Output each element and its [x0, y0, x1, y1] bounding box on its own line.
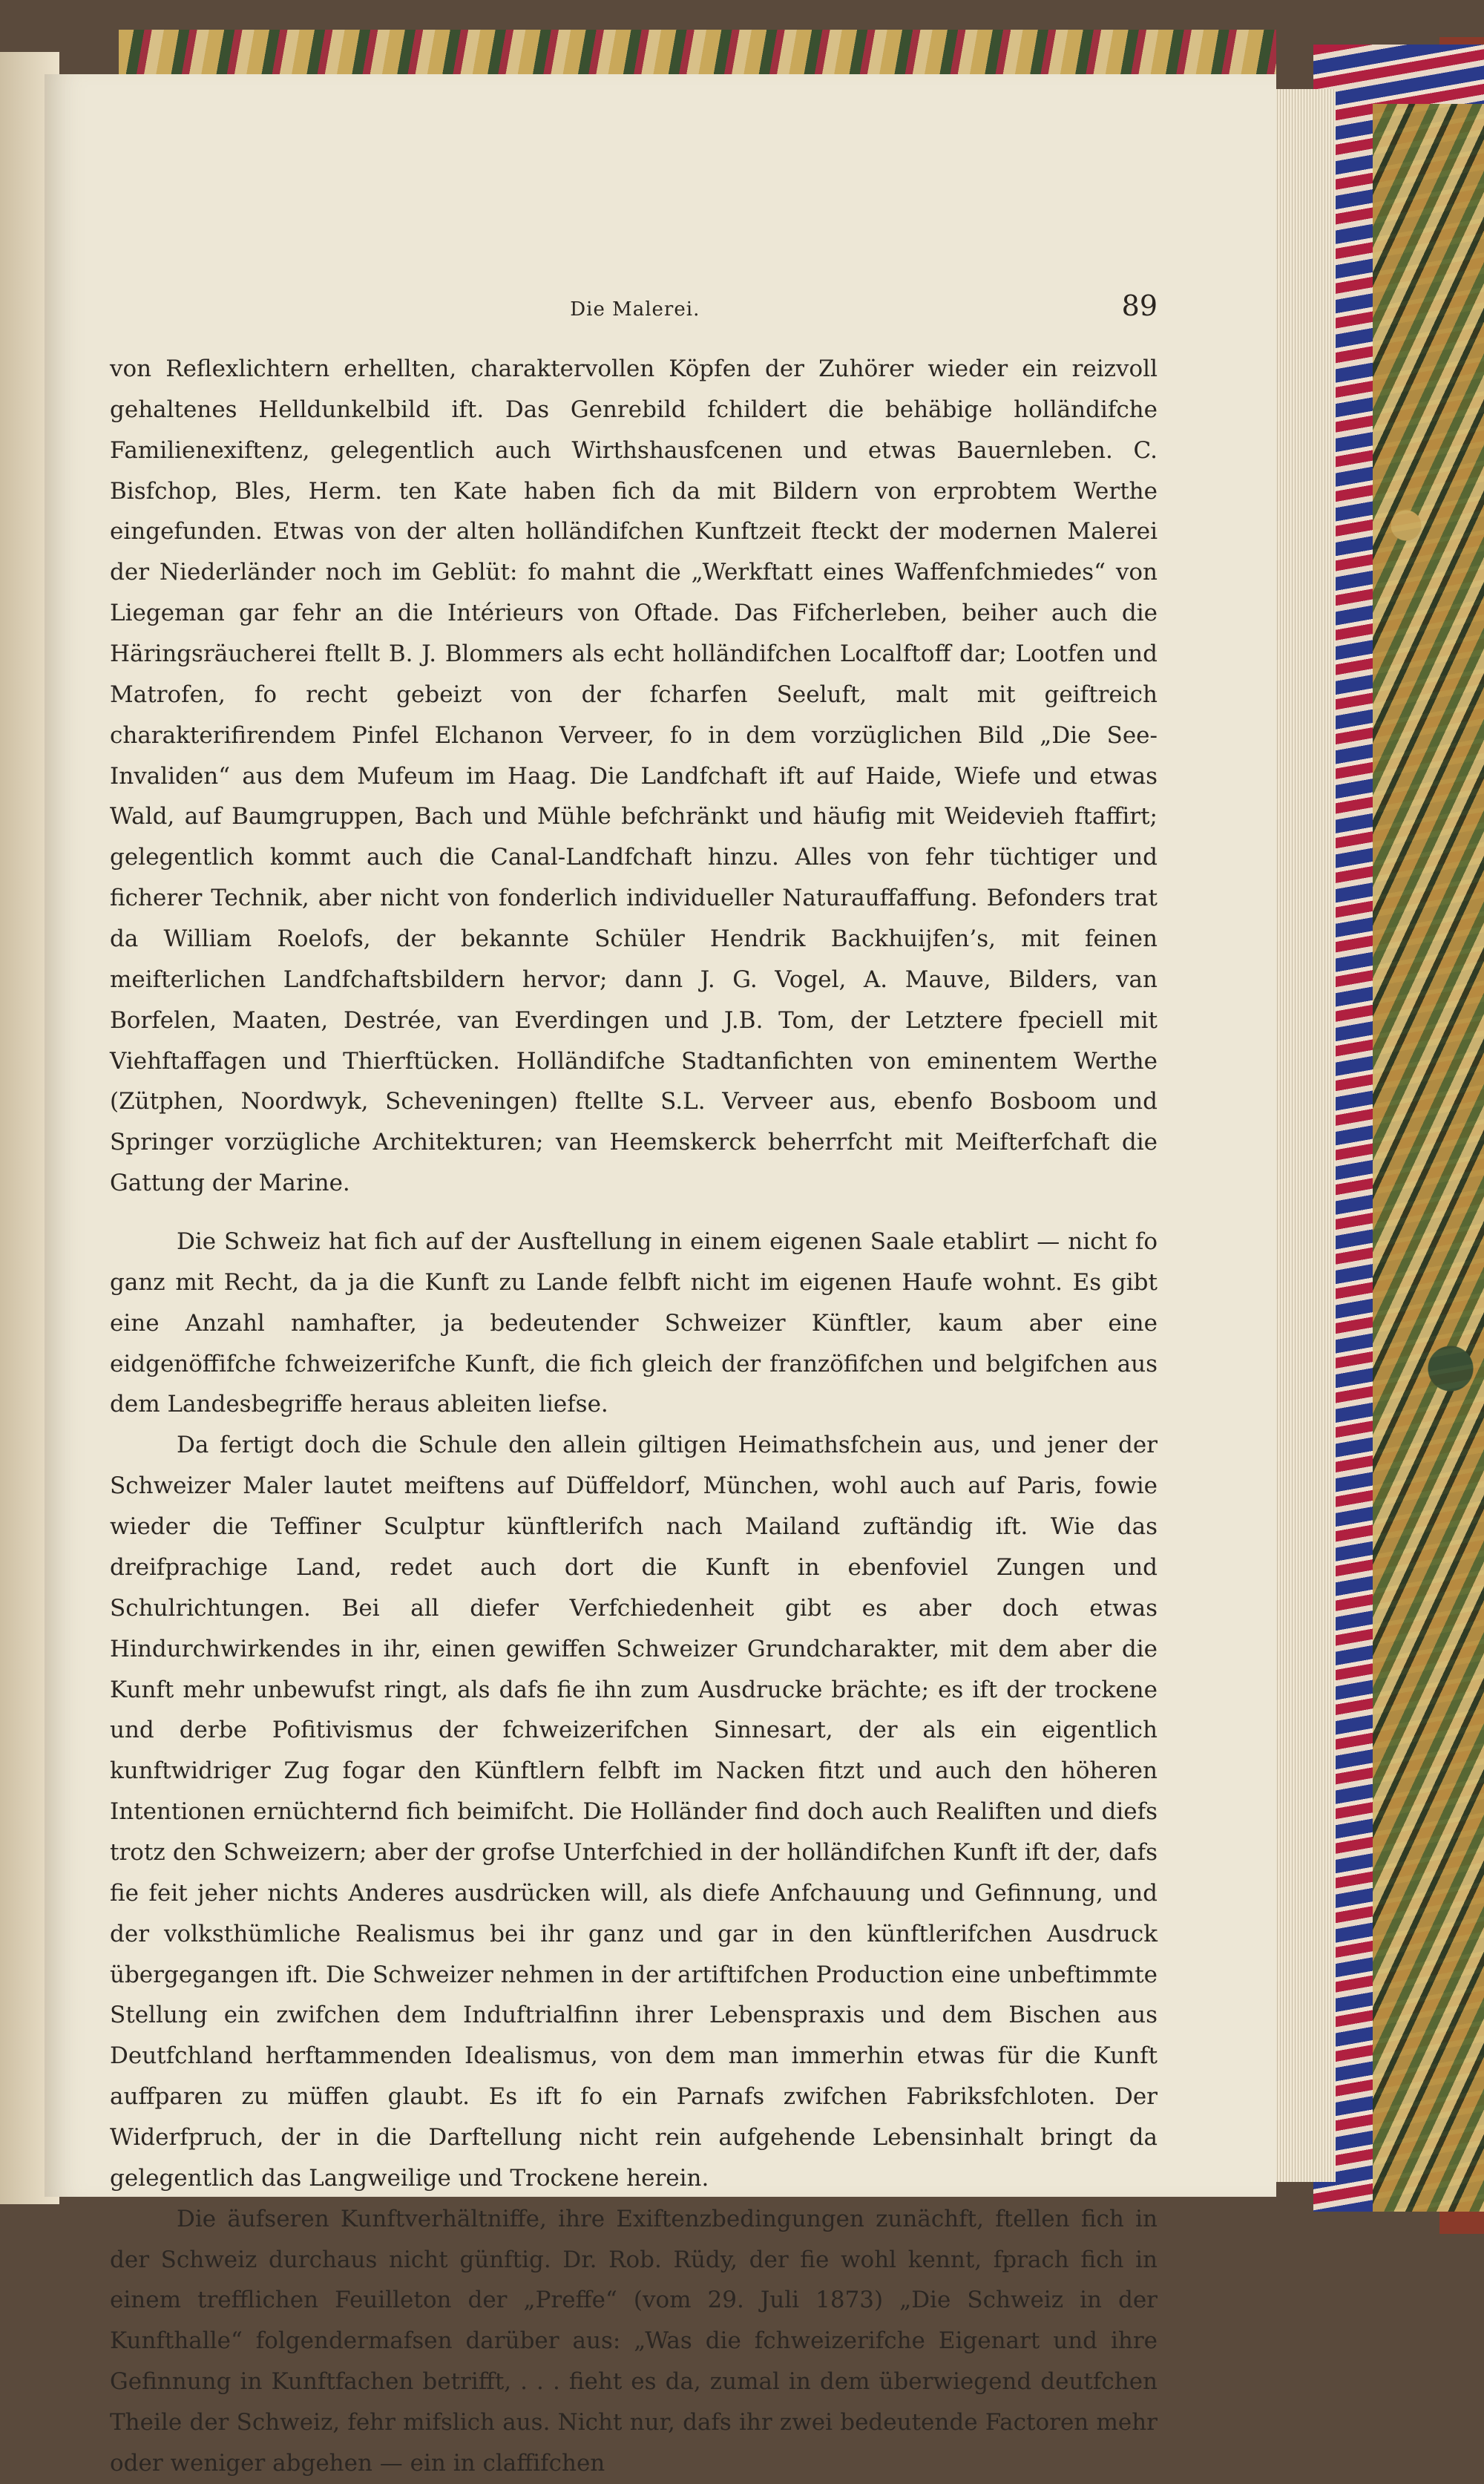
- page-number: 89: [1121, 289, 1158, 322]
- paragraph-schweiz-schule: Da fertigt doch die Schule den allein giltigen Heimathsfchein aus, und jener der Schweizer Maler lautet meiftens auf Düffeldorf, München, wohl auch auf Paris, fowie wieder die Teffiner Sculptur künftlerifch nach Mailand zuftändig ift. Wie das dreifprachige Land, redet auch dort die Kunft in ebenfoviel Zungen und Schulrichtungen. Bei all diefer Verfchiedenheit gibt es aber doch etwas Hindurchwirkendes in ihr, einen gewiffen Schweizer Grundcharakter, mit dem aber die Kunft mehr unbewufst ringt, als dafs fie ihn zum Ausdrucke brächte; es ift der trockene und derbe Pofitivismus der fchweizerifchen Sinnesart, der als ein eigentlich kunftwidriger Zug fogar den Künftlern felbft im Nacken fitzt und auch den höheren Intentionen ernüchternd fich beimifcht. Die Holländer find doch auch Realiften und diefs trotz den Schweizern; aber der grofse Unterfchied in der holländifchen Kunft ift der, dafs fie feit jeher nichts Anderes ausdrücken will, als diefe Anfchauung und Gefinnung, und der volksthümliche Realismus bei ihr ganz und gar in den künftlerifchen Ausdruck übergegangen ift. Die Schweizer nehmen in der artiftifchen Production eine unbeftimmte Stellung ein zwifchen dem Induftrialfinn ihrer Lebenspraxis und dem Bischen aus Deutfchland herftammenden Idealismus, von dem man immerhin etwas für die Kunft auffparen zu müffen glaubt. Es ift fo ein Parnafs zwifchen Fabriksfchloten. Der Widerfpruch, der in die Darftellung nicht rein aufgehende Lebensinhalt bringt da gelegentlich das Langweilige und Trockene herein.: [110, 1432, 1158, 2192]
- running-title: Die Malerei.: [570, 298, 700, 321]
- running-head: [104, 289, 1158, 322]
- paragraph-holland: von Reflexlichtern erhellten, charaktervollen Köpfen der Zuhörer wieder ein reizvoll gehaltenes Helldunkelbild ift. Das Genrebild fchildert die behäbige holländifche Familienexiftenz, gelegentlich auch Wirthshausfcenen und etwas Bauernleben. C. Bisfchop, Bles, Herm. ten Kate haben fich da mit Bildern von erprobtem Werthe eingefunden. Etwas von der alten holländifchen Kunftzeit fteckt der modernen Malerei der Niederländer noch im Geblüt: fo mahnt die „Werkftatt eines Waffenfchmiedes“ von Liegeman gar fehr an die Intérieurs von Oftade. Das Fifcherleben, beiher auch die Häringsräucherei ftellt B. J. Blommers als echt holländifchen Localftoff dar; Lootfen und Matrofen, fo recht gebeizt von der fcharfen Seeluft, malt mit geiftreich charakterifirendem Pinfel Elchanon Verveer, fo in dem vorzüglichen Bild „Die See-Invaliden“ aus dem Mufeum im Haag. Die Landfchaft ift auf Haide, Wiefe und etwas Wald, auf Baumgruppen, Bach und Mühle befchränkt und häufig mit Weidevieh ftaffirt; gelegentlich kommt auch die Canal-Landfchaft hinzu. Alles von fehr tüchtiger und ficherer Technik, aber nicht von fonderlich individueller Naturauffaffung. Befonders trat da William Roelofs, der bekannte Schüler Hendrik Backhuijfen’s, mit feinen meifterlichen Landfchaftsbildern hervor; dann J. G. Vogel, A. Mauve, Bilders, van Borfelen, Maaten, Destrée, van Everdingen und J.B. Tom, der Letztere fpeciell mit Viehftaffagen und Thierftücken. Holländifche Stadtanfichten von eminentem Werthe (Zütphen, Noordwyk, Scheveningen) ftellte S.L. Verveer aus, ebenfo Bosboom und Springer vorzügliche Architekturen; van Heemskerck beherrfcht mit Meifterfchaft die Gattung der Marine.: [110, 355, 1158, 1197]
- paragraph-schweiz-verhaeltnisse: Die äufseren Kunftverhältniffe, ihre Exiftenzbedingungen zunächft, ftellen fich in der Schweiz durchaus nicht günftig. Dr. Rob. Rüdy, der fie wohl kennt, fprach fich in einem trefflichen Feuilleton der „Preffe“ (vom 29. Juli 1873) „Die Schweiz in der Kunfthalle“ folgendermafsen darüber aus: „Was die fchweizerifche Eigenart und ihre Gefinnung in Kunftfachen betrifft, . . . fieht es da, zumal in dem überwiegend deutfchen Theile der Schweiz, fehr mifslich aus. Nicht nur, dafs ihr zwei bedeutende Factoren mehr oder weniger abgehen — ein in claffifchen: [110, 2205, 1158, 2477]
- marbled-board: [1373, 104, 1484, 2212]
- paragraph-schweiz-intro: Die Schweiz hat fich auf der Ausftellung in einem eigenen Saale etablirt — nicht fo ganz mit Recht, da ja die Kunft zu Lande felbft nicht im eigenen Haufe wohnt. Es gibt eine Anzahl namhafter, ja bedeutender Schweizer Künftler, kaum aber eine eidgenöffifche fchweizerifche Kunft, die fich gleich der franzöfifchen und belgifchen aus dem Landesbegriffe heraus ableiten liefse.: [110, 1228, 1158, 1418]
- text-column: [110, 349, 1158, 2484]
